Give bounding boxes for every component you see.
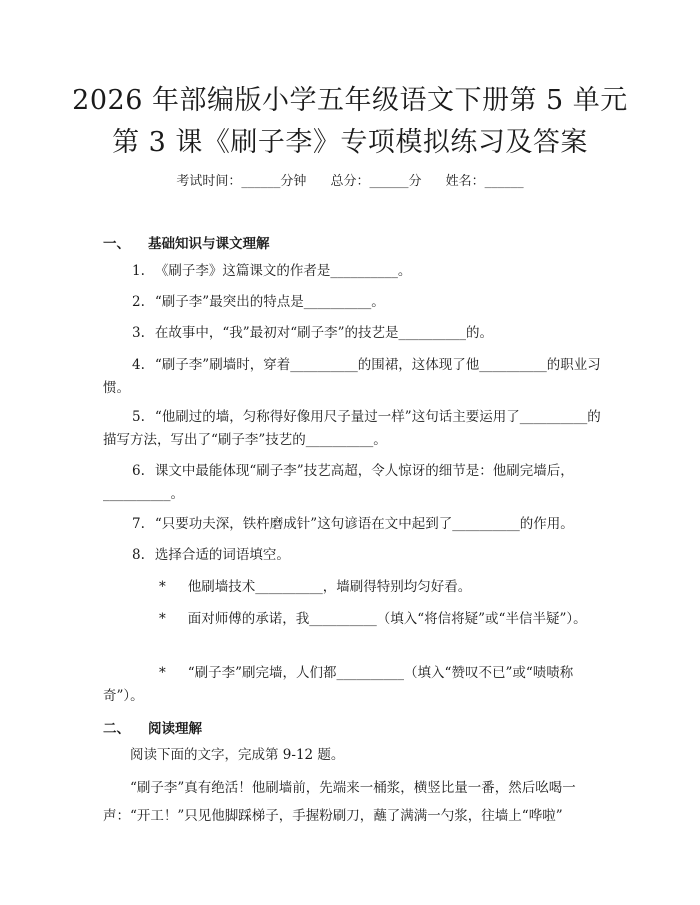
question-text: “刷子李”最突出的特点是__________。 [154,294,385,310]
question-number: 7. [132,516,145,532]
question-number: 5. [132,409,145,425]
title-line-1: 2026 年部编版小学五年级语文下册第 5 单元 [72,85,628,116]
question-text: 《刷子李》这篇课文的作者是__________。 [154,263,412,279]
question-text: 在故事中，“我”最初对“刷子李”的技艺是__________的。 [154,325,493,341]
reading-passage: “刷子李”真有绝活！他刷墙前，先端来一桶浆，横竖比量一番，然后吆喝一声：“开工！”只见他脚踩梯子，手握粉刷刀，蘸了满满一勺浆，往墙上“哗啦” [103,780,576,824]
student-name: 姓名：______ [445,174,524,189]
question-7 [103,513,603,536]
question-4 [103,354,603,400]
title-line-2: 第 3 课《刷子李》专项模拟练习及答案 [112,127,588,158]
sub-item-text: 他刷墙技术__________，墙刷得特别均匀好看。 [187,579,472,595]
bullet: * [159,665,166,681]
question-number: 6. [132,463,145,479]
section-2-heading [103,717,202,737]
section-1-title: 基础知识与课文理解 [148,236,270,252]
sub-item-text: 面对师傅的承诺，我__________（填入“将信将疑”或“半信半疑”）。 [187,611,587,627]
exam-time: 考试时间：______分钟 [176,174,307,189]
section-1-heading [103,232,270,252]
section-2-title: 阅读理解 [148,721,202,737]
question-number: 3. [132,325,145,341]
exam-meta [0,170,700,189]
question-8 [103,544,603,567]
section-1-number: 一、 [103,236,130,252]
question-text: 课文中最能体现“刷子李”技艺高超，令人惊讶的细节是：他刷完墙后，__________。 [103,463,574,502]
question-text: “他刷过的墙，匀称得好像用尺子量过一样”这句话主要运用了__________的描写方法，写出了“刷子李”技艺的__________。 [103,409,601,448]
bullet: * [159,579,166,595]
question-3 [103,322,603,345]
question-number: 4. [132,357,145,373]
question-number: 2. [132,294,145,310]
sub-item-1 [103,576,603,599]
question-6 [103,460,603,506]
sub-item-text: “刷子李”刷完墙，人们都__________（填入“赞叹不已”或“啧啧称奇”）。 [103,665,574,704]
sub-item-3 [103,662,603,708]
question-text: 选择合适的词语填空。 [154,547,290,563]
question-5 [103,406,603,452]
bullet: * [159,611,166,627]
question-number: 8. [132,547,145,563]
question-1 [103,260,603,283]
question-number: 1. [132,263,145,279]
reading-intro: 阅读下面的文字，完成第 9-12 题。 [130,747,345,763]
question-text: “刷子李”刷墙时，穿着__________的围裙，这体现了他__________的职业习惯。 [103,357,601,396]
question-text: “只要功夫深，铁杵磨成针”这句谚语在文中起到了__________的作用。 [154,516,574,532]
sub-item-2 [103,608,603,631]
question-2 [103,291,603,314]
exam-score: 总分：______分 [330,174,422,189]
section-2-number: 二、 [103,721,130,737]
